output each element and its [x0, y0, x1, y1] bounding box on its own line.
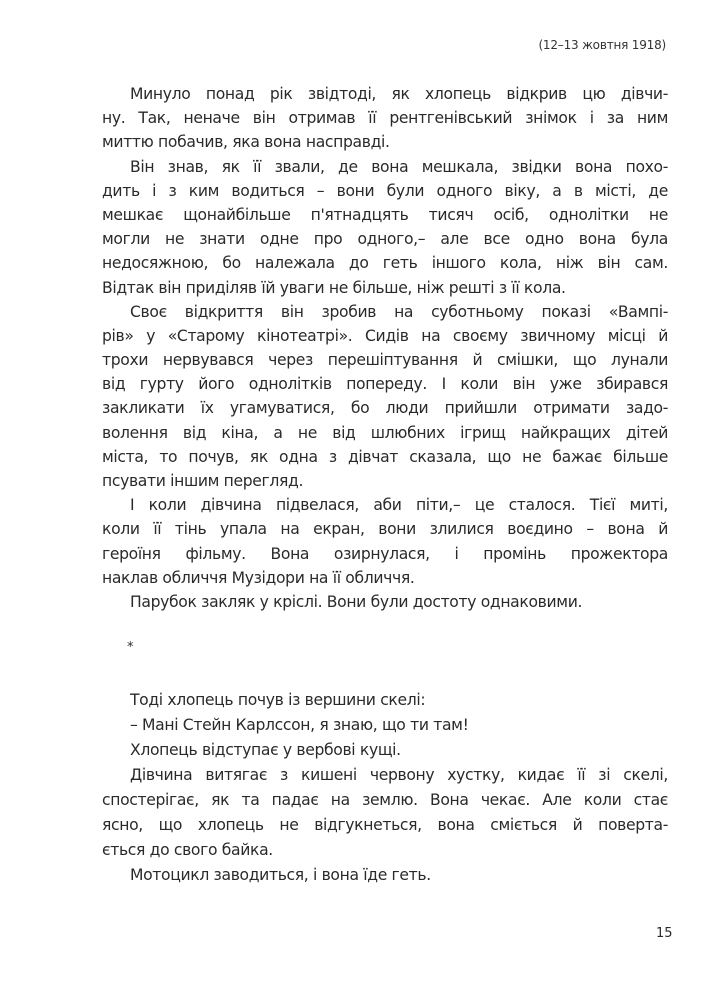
section-separator: *: [127, 640, 134, 655]
text-line: ється до свого байка.: [102, 841, 273, 859]
text-line: ясно, що хлопець не відгукнеться, вона сміється й поверта-: [102, 816, 668, 834]
text-line: Мотоцикл заводиться, і вона їде геть.: [130, 866, 431, 884]
section-1-text: [102, 82, 668, 614]
text-line: волення від кіна, а не від шлюбних ігрищ найкращих дітей: [102, 423, 668, 442]
text-line: спостерігає, як та падає на землю. Вона чекає. Але коли стає: [102, 791, 668, 809]
text-line: трохи нервувався через перешіптування й смішки, що лунали: [102, 351, 668, 370]
running-header: (12–13 жовтня 1918): [538, 38, 666, 52]
text-line: псувати іншим перегляд.: [102, 472, 304, 490]
text-line: І коли дівчина підвелася, аби піти,– це сталося. Тієї миті,: [130, 496, 668, 515]
text-line: Парубок закляк у кріслі. Вони були достоту однаковими.: [130, 592, 583, 611]
text-line: Відтак він приділяв їй уваги не більше, ніж решті з її кола.: [102, 278, 566, 297]
text-line: Минуло понад рік звідтоді, як хлопець відкрив цю дівчи-: [130, 85, 668, 103]
text-line: недосяжною, бо належала до геть іншого кола, ніж він сам.: [102, 254, 668, 273]
text-line: міста, то почув, як одна з дівчат сказала, що не бажає більше: [102, 447, 668, 466]
text-line: дить і з ким водиться – вони були одного віку, а в місті, де: [102, 181, 668, 200]
text-line: миттю побачив, яка вона насправді.: [102, 133, 390, 152]
page-number: 15: [656, 926, 673, 941]
text-line: Тоді хлопець почув із вершини скелі:: [130, 691, 426, 709]
text-line: Він знав, як її звали, де вона мешкала, звідки вона похо-: [130, 157, 668, 176]
text-line: рів» у «Старому кінотеатрі». Сидів на своєму звичному місці й: [102, 326, 668, 345]
text-line: мешкає щонайбільше п'ятнадцять тисяч осіб, однолітки не: [102, 205, 668, 224]
text-line: закликати їх угамуватися, бо люди прийшли отримати задо-: [102, 399, 668, 418]
text-line: Дівчина витягає з кишені червону хустку, кидає її зі скелі,: [130, 766, 668, 784]
text-line: від гурту його однолітків попереду. І коли він уже збирався: [102, 375, 668, 394]
text-line: наклав обличчя Музідори на її обличчя.: [102, 568, 415, 587]
text-line: Хлопець відступає у вербові кущі.: [130, 741, 401, 759]
text-line: могли не знати одне про одного,– але все одно вона була: [102, 230, 668, 249]
text-line: – Мані Стейн Карлссон, я знаю, що ти там!: [130, 716, 469, 734]
section-2-text: [102, 688, 668, 888]
text-line: героїня фільму. Вона озирнулася, і промінь прожектора: [102, 544, 668, 563]
text-line: Своє відкриття він зробив на суботньому показі «Вампі-: [130, 302, 668, 321]
text-line: ну. Так, неначе він отримав її рентгенівський знімок і за ним: [102, 109, 668, 128]
text-line: коли її тінь упала на екран, вони злилися воєдино – вона й: [102, 520, 668, 539]
